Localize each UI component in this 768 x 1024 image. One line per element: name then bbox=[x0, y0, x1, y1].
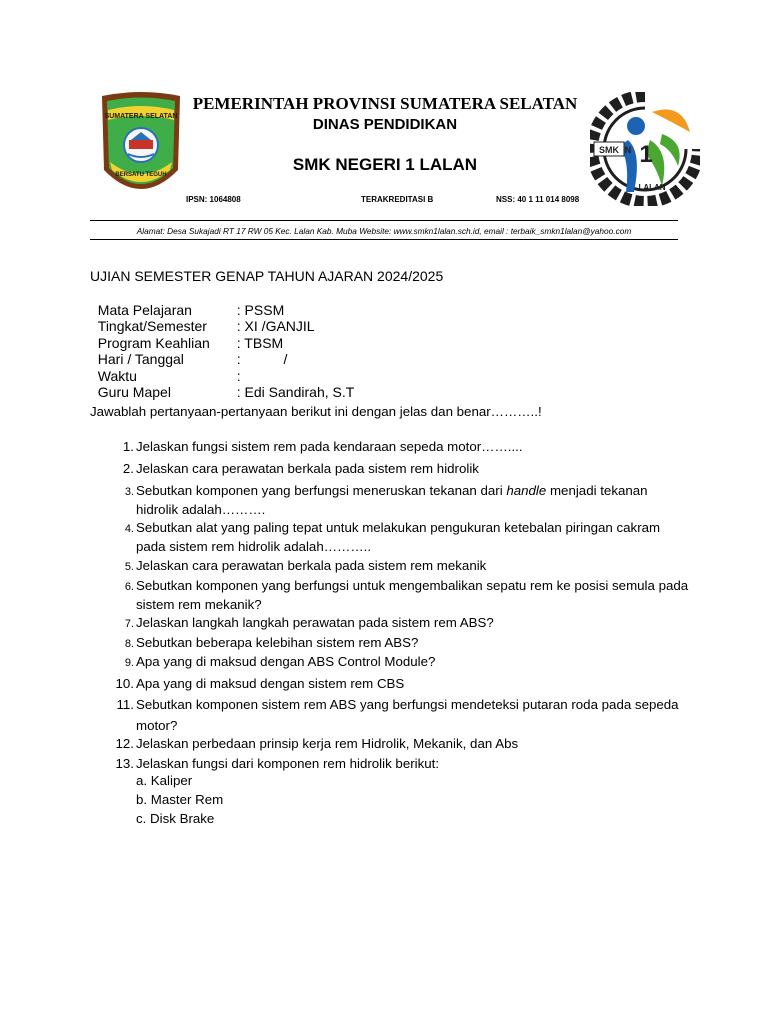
info-value: : Edi Sandirah, S.T bbox=[236, 384, 355, 400]
header-divider-bottom bbox=[90, 239, 678, 240]
question-number: 6. bbox=[124, 581, 134, 593]
question-item bbox=[112, 734, 692, 753]
question-text: Sebutkan komponen yang berfungsi meneruskan tekanan dari handle menjadi tekanan hidrolik adalah………. bbox=[136, 483, 648, 517]
info-label: Hari / Tanggal bbox=[97, 351, 184, 367]
logo-smk-text: SMK bbox=[599, 145, 619, 155]
question-text: Jelaskan cara perawatan berkala pada sistem rem hidrolik bbox=[136, 461, 479, 476]
question-item bbox=[112, 518, 692, 556]
question-text: Jelaskan langkah langkah perawatan pada sistem rem ABS? bbox=[136, 615, 494, 630]
question-text: Apa yang di maksud dengan ABS Control Module? bbox=[136, 654, 436, 669]
question-text: Sebutkan komponen sistem rem ABS yang berfungsi mendeteksi putaran roda pada sepeda motor? bbox=[136, 697, 679, 733]
question-text: Jelaskan perbedaan prinsip kerja rem Hidrolik, Mekanik, dan Abs bbox=[136, 736, 519, 751]
info-label: Mata Pelajaran bbox=[97, 301, 192, 318]
question-text: Jelaskan fungsi sistem rem pada kendaraan sepeda motor…….... bbox=[136, 439, 523, 454]
question-item bbox=[112, 674, 692, 693]
info-label: Tingkat/Semester bbox=[97, 318, 207, 334]
question-item bbox=[112, 652, 692, 671]
sub-item-master-rem: b. Master Rem bbox=[136, 792, 224, 807]
question-number: 13. bbox=[115, 756, 134, 771]
exam-title: UJIAN SEMESTER GENAP TAHUN AJARAN 2024/2025 bbox=[90, 268, 444, 284]
question-number: 9. bbox=[124, 657, 134, 669]
info-label: Guru Mapel bbox=[97, 384, 171, 400]
question-text: Jelaskan fungsi dari komponen rem hidrolik berikut: bbox=[136, 756, 440, 771]
logo-lalan-text: LALAN bbox=[638, 183, 666, 192]
question-item bbox=[112, 481, 692, 519]
question-item bbox=[112, 754, 692, 773]
school-address: Alamat: Desa Sukajadi RT 17 RW 05 Kec. Lalan Kab. Muba Website: www.smkn1lalan.sch.id, email : terbaik_smkn1lalan@yahoo.com bbox=[136, 226, 632, 236]
question-text: Sebutkan alat yang paling tepat untuk melakukan pengukuran ketebalan piringan cakram pada sistem rem hidrolik adalah……….. bbox=[136, 520, 661, 554]
question-text: Sebutkan komponen yang berfungsi untuk mengembalikan sepatu rem ke posisi semula pada sistem rem mekanik? bbox=[136, 578, 689, 612]
info-value: : TBSM bbox=[236, 334, 284, 351]
accreditation-status: TERAKREDITASI B bbox=[361, 195, 434, 204]
header-divider-top bbox=[90, 220, 678, 221]
question-item bbox=[112, 556, 692, 575]
emblem-motto-text: BERSATU TEGUH bbox=[115, 172, 167, 178]
question-number: 5. bbox=[124, 561, 134, 573]
info-value: : bbox=[236, 367, 241, 384]
logo-one-text: 1 bbox=[639, 141, 653, 168]
question-number: 11. bbox=[116, 697, 134, 712]
sub-item-disk-brake: c. Disk Brake bbox=[136, 811, 215, 826]
info-value: : XI /GANJIL bbox=[236, 318, 315, 334]
instruction-text: Jawablah pertanyaan-pertanyaan berikut ini dengan jelas dan benar………..! bbox=[90, 404, 542, 419]
info-value: : PSSM bbox=[236, 301, 285, 318]
handle-emphasis: handle bbox=[506, 483, 547, 498]
question-item bbox=[112, 576, 692, 614]
question-item bbox=[112, 633, 692, 652]
question-text: Sebutkan beberapa kelebihan sistem rem ABS? bbox=[136, 635, 419, 650]
npsn-number: IPSN: 1064808 bbox=[186, 195, 241, 204]
question-number: 3. bbox=[124, 486, 134, 498]
question-number: 1. bbox=[122, 439, 134, 454]
info-value: : / bbox=[236, 351, 288, 367]
government-title: PEMERINTAH PROVINSI SUMATERA SELATAN bbox=[192, 94, 578, 113]
question-item bbox=[112, 459, 692, 478]
question-number: 10. bbox=[115, 676, 134, 691]
info-label: Waktu bbox=[97, 367, 137, 384]
question-number: 2. bbox=[122, 461, 134, 476]
question-number: 8. bbox=[124, 638, 134, 650]
logo-n-text: N bbox=[624, 145, 632, 155]
emblem-top-text: SUMATERA SELATAN bbox=[104, 113, 178, 120]
question-item bbox=[112, 613, 692, 632]
question-number: 12. bbox=[115, 736, 134, 751]
exam-info-row bbox=[90, 368, 354, 401]
question-number: 4. bbox=[124, 523, 134, 535]
school-name: SMK NEGERI 1 LALAN bbox=[292, 155, 478, 174]
department-title: DINAS PENDIDIKAN bbox=[312, 116, 458, 133]
info-label: Program Keahlian bbox=[97, 334, 210, 351]
nss-number: NSS: 40 1 11 014 8098 bbox=[496, 195, 580, 204]
sub-item-kaliper: a. Kaliper bbox=[136, 773, 193, 788]
question-number: 7. bbox=[124, 618, 134, 630]
question-text: Jelaskan cara perawatan berkala pada sistem rem mekanik bbox=[136, 558, 487, 573]
question-item bbox=[112, 694, 692, 736]
question-text: Apa yang di maksud dengan sistem rem CBS bbox=[136, 676, 405, 691]
question-item bbox=[112, 437, 692, 456]
